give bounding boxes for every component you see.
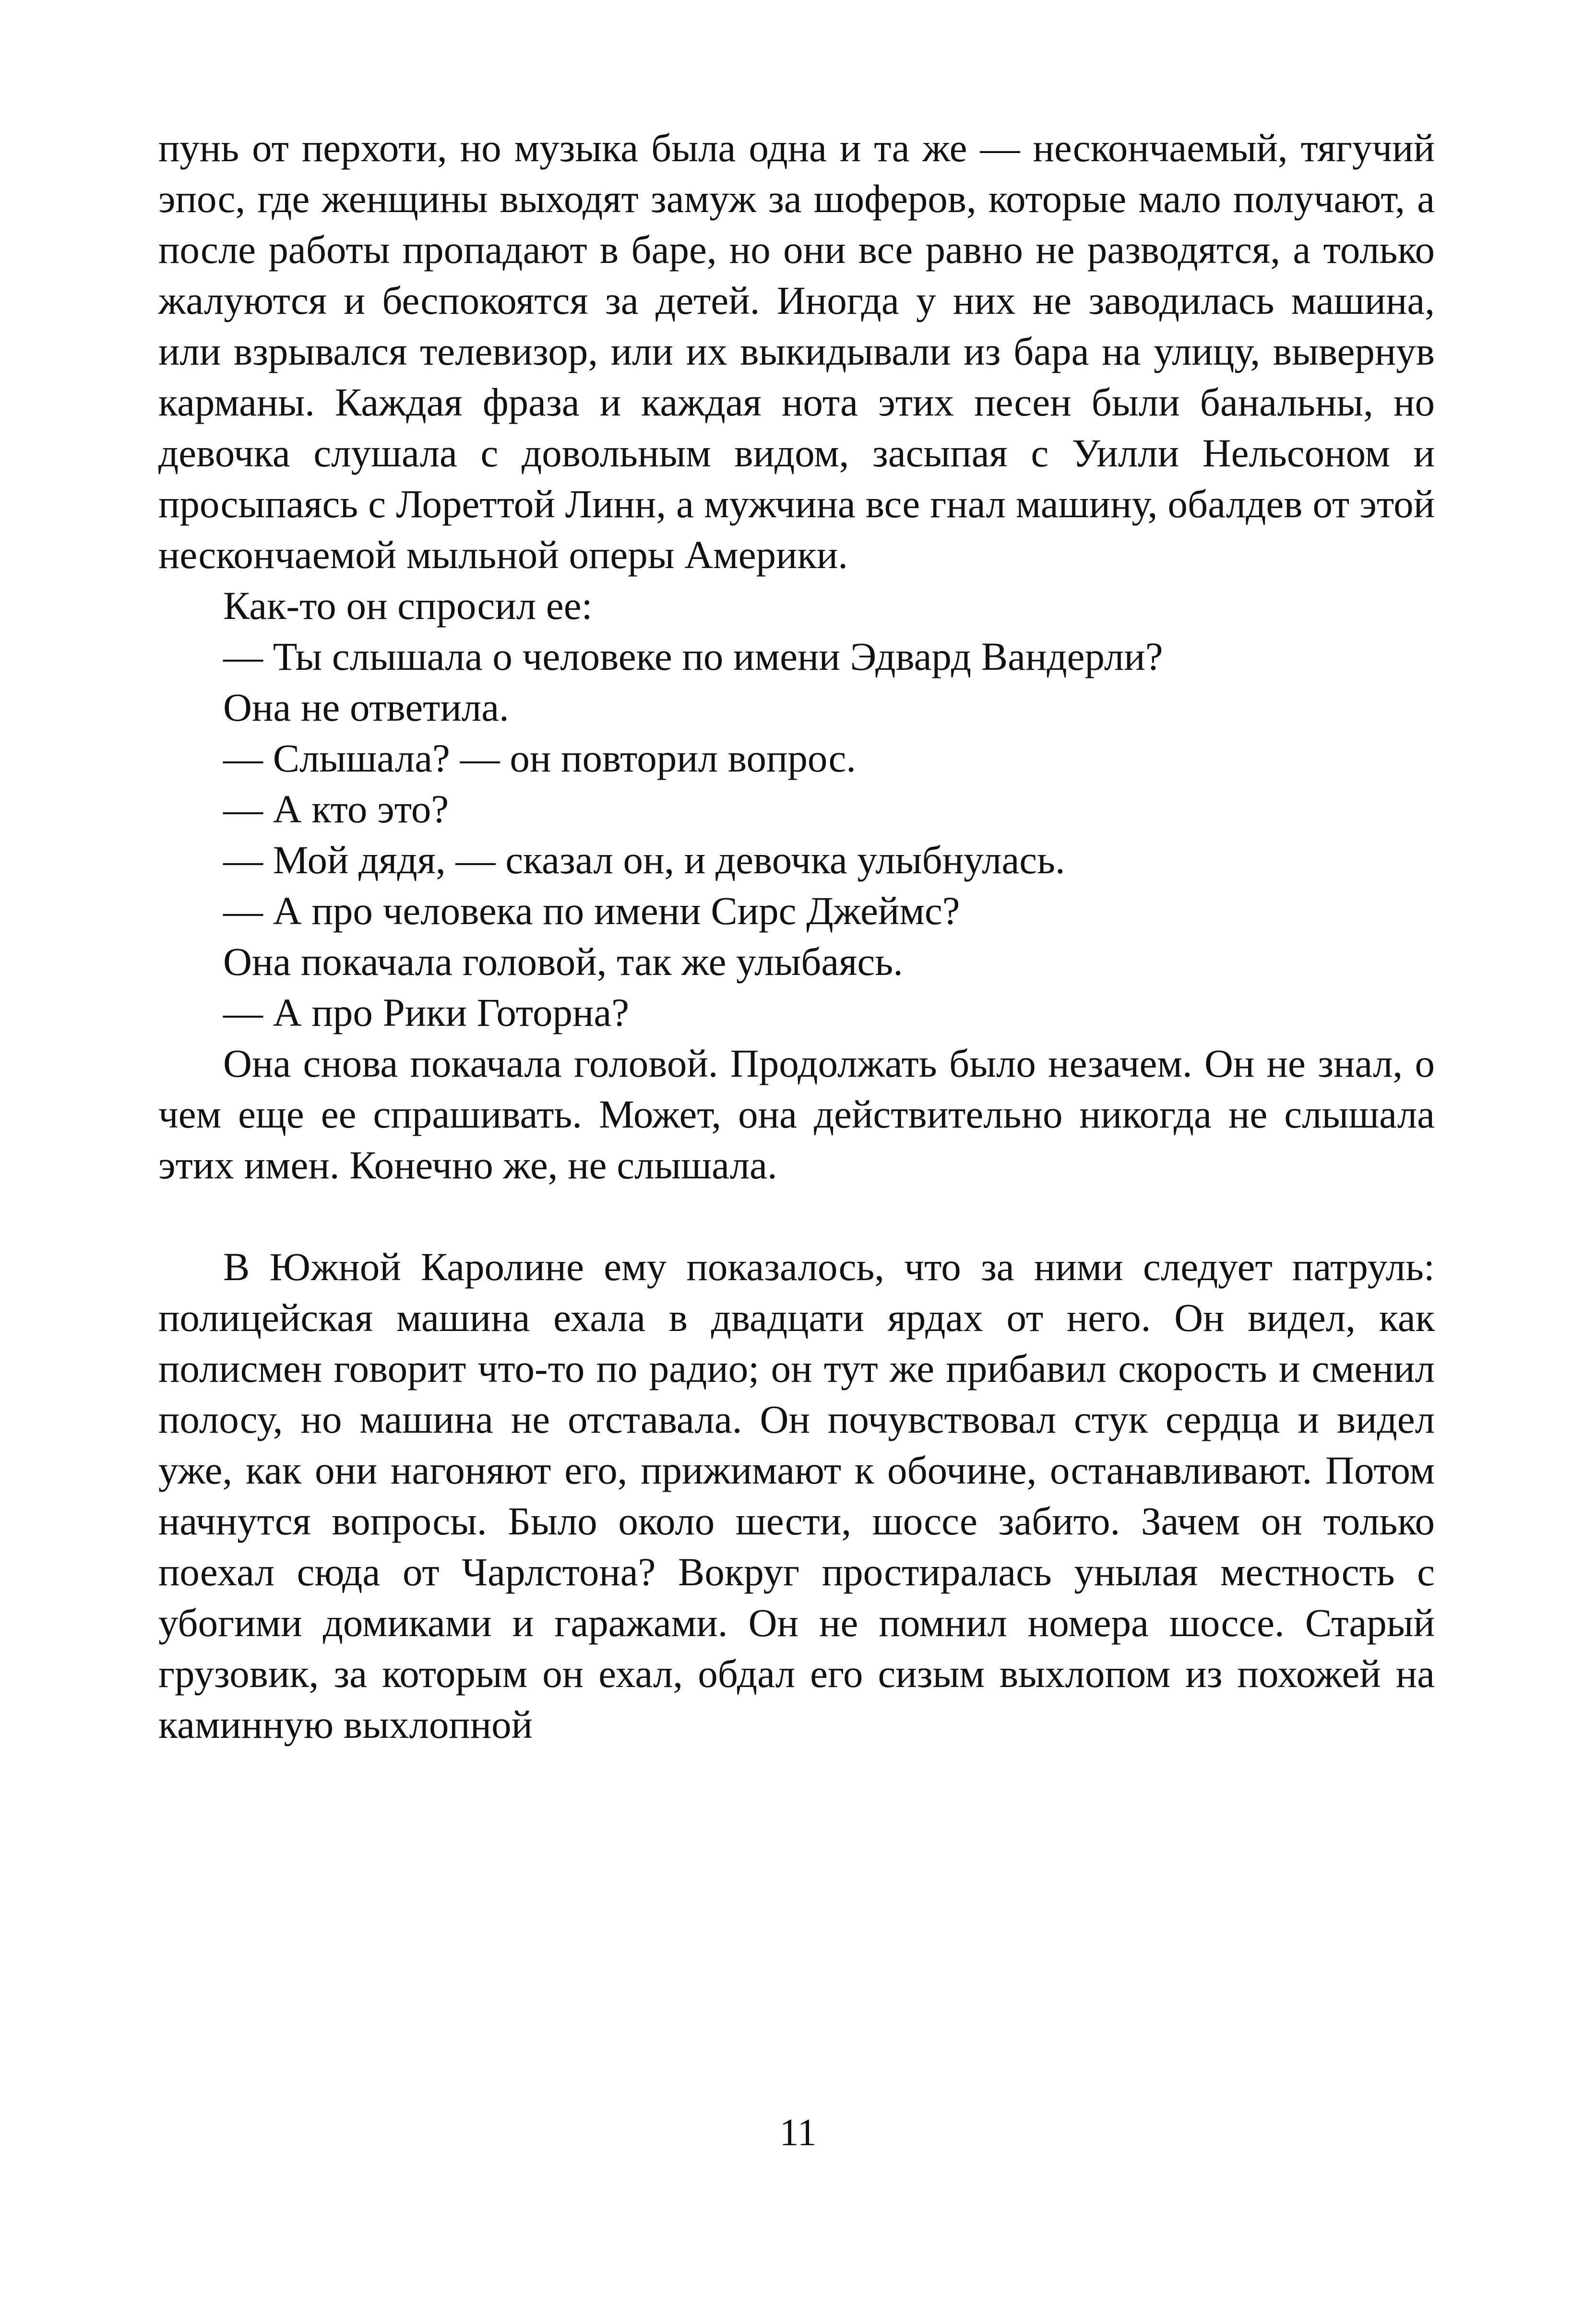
dialogue-line: — А про Рики Готорна?	[223, 990, 630, 1034]
dialogue-line: — Мой дядя, — сказал он, и девочка улыбнулась.	[223, 838, 1065, 882]
paragraph: Она снова покачала головой. Продолжать было незачем. Он не знал, о чем еще ее спрашивать. Может, она действительно никогда не слышала этих имен. Конечно же, не слышала.	[158, 1041, 1435, 1187]
page-text-block	[158, 122, 1435, 1750]
dialogue-line: — А кто это?	[223, 787, 449, 831]
dialogue-line: — А про человека по имени Сирс Джеймс?	[223, 889, 960, 933]
dialogue-line: — Слышала? — он повторил вопрос.	[223, 736, 857, 780]
paragraph: Она покачала головой, так же улыбаясь.	[223, 939, 903, 984]
section-break	[158, 1190, 1435, 1241]
paragraph: В Южной Каролине ему показалось, что за ними следует патруль: полицейская машина ехала в двадцати ярдах от него. Он видел, как полисмен говорит что-то по радио; он тут же прибавил скорость и сменил полосу, но машина не отставала. Он почувствовал стук сердца и видел уже, как они нагоняют его, прижимают к обочине, останавливают. Потом начнутся вопросы. Было около шести, шоссе забито. Зачем он только поехал сюда от Чарлстона? Вокруг простиралась унылая местность с убогими домиками и гаражами. Он не помнил номера шоссе. Старый грузовик, за которым он ехал, обдал его сизым выхлопом из похожей на каминную выхлопной	[158, 1245, 1435, 1746]
dialogue-line: — Ты слышала о человеке по имени Эдвард Вандерли?	[223, 634, 1163, 678]
page-number: 11	[779, 2112, 817, 2154]
paragraph: Она не ответила.	[223, 685, 509, 729]
paragraph: пунь от перхоти, но музыка была одна и та же — нескончаемый, тягучий эпос, где женщины выходят замуж за шоферов, которые мало получают, а после работы пропадают в баре, но они все равно не разводятся, а только жалуются и беспокоятся за детей. Иногда у них не заводилась машина, или взрывался телевизор, или их выкидывали из бара на улицу, вывернув карманы. Каждая фраза и каждая нота этих песен были банальны, но девочка слушала с довольным видом, засыпая с Уилли Нельсоном и просыпаясь с Лореттой Линн, а мужчина все гнал машину, обалдев от этой нескончаемой мыльной оперы Америки.	[158, 126, 1435, 577]
paragraph: Как-то он спросил ее:	[223, 583, 593, 628]
